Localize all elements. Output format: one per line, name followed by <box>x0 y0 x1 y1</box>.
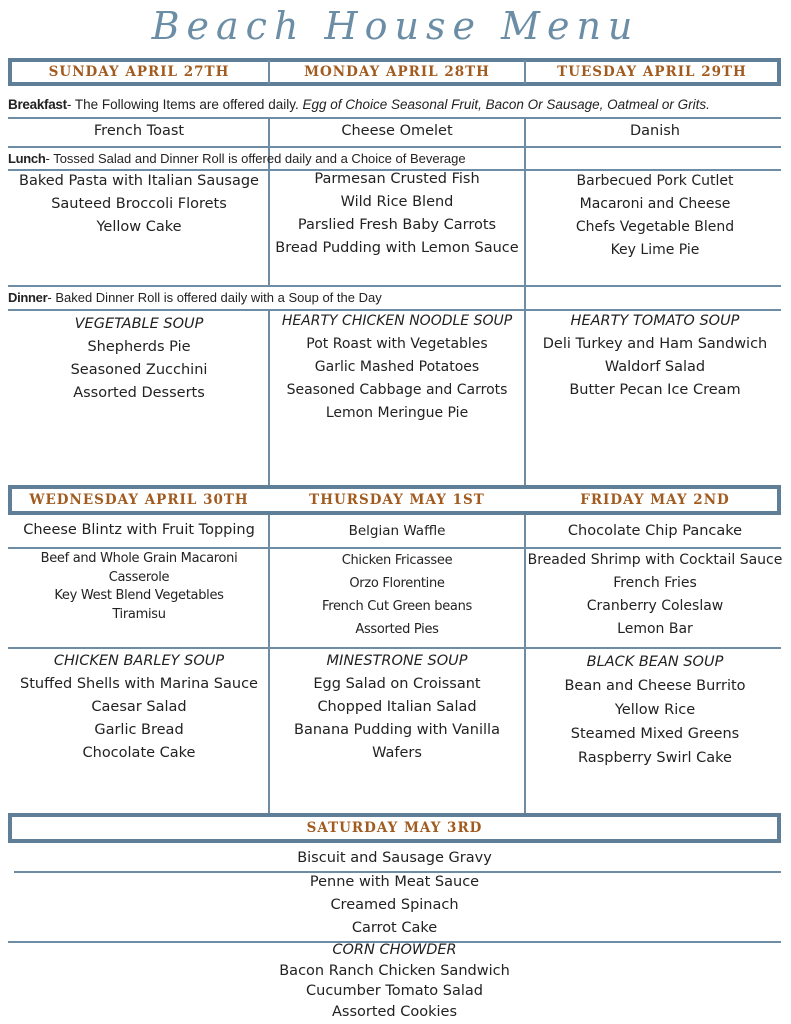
menu-item: Beef and Whole Grain Macaroni Casserole <box>40 551 238 585</box>
menu-item: Tiramisu <box>112 606 166 622</box>
lunch-saturday <box>8 871 781 940</box>
dinner-note-text: - Baked Dinner Roll is offered daily with a Soup of the Day <box>47 290 382 305</box>
menu-item: Butter Pecan Ice Cream <box>569 382 741 398</box>
menu-item: Macaroni and Cheese <box>579 196 731 212</box>
breakfast-wednesday: Cheese Blintz with Fruit Topping <box>23 522 255 538</box>
day-header-tuesday: TUESDAY APRIL 29TH <box>557 64 747 80</box>
lunch-wednesday <box>14 550 264 624</box>
breakfast-tuesday: Danish <box>629 123 680 139</box>
breakfast-friday: Chocolate Chip Pancake <box>567 523 743 539</box>
dinner-tuesday <box>526 310 784 402</box>
menu-item: Chicken Fricassee <box>341 553 453 568</box>
breakfast-daily-items: Egg of Choice Seasonal Fruit, Bacon Or Sausage, Oatmeal or Grits. <box>302 97 710 112</box>
menu-item: Egg Salad on Croissant <box>313 676 481 692</box>
lunch-note <box>8 150 466 168</box>
menu-item: Caesar Salad <box>91 699 187 715</box>
lunch-label: Lunch <box>8 151 46 166</box>
menu-item: Creamed Spinach <box>330 897 459 913</box>
menu-item: Wild Rice Blend <box>340 194 454 210</box>
dinner-monday <box>270 310 524 425</box>
menu-item: Chefs Vegetable Blend <box>575 219 735 235</box>
menu-item: Lemon Bar <box>617 621 693 637</box>
day-header-wednesday: WEDNESDAY APRIL 30TH <box>29 492 249 508</box>
lunch-tuesday <box>526 170 784 262</box>
menu-item: Orzo Florentine <box>349 576 445 591</box>
menu-item: Bread Pudding with Lemon Sauce <box>275 240 519 256</box>
menu-item: Seasoned Zucchini <box>70 362 208 378</box>
menu-item: Parmesan Crusted Fish <box>314 171 480 187</box>
menu-item: Stuffed Shells with Marina Sauce <box>20 676 258 692</box>
dinner-wednesday <box>10 650 268 765</box>
menu-item: Steamed Mixed Greens <box>570 726 740 742</box>
lunch-thursday <box>270 549 524 641</box>
day-header-sunday: SUNDAY APRIL 27TH <box>48 64 230 80</box>
soup-of-day: HEARTY TOMATO SOUP <box>570 313 740 329</box>
menu-item: Seasoned Cabbage and Carrots <box>286 382 508 398</box>
breakfast-monday: Cheese Omelet <box>341 123 453 139</box>
menu-item: Assorted Pies <box>355 622 439 637</box>
menu-item: Bacon Ranch Chicken Sandwich <box>279 962 510 979</box>
divider <box>8 146 781 148</box>
menu-item: French Cut Green beans <box>321 599 473 614</box>
dinner-note <box>8 289 382 307</box>
breakfast-thursday: Belgian Waffle <box>348 523 446 539</box>
dinner-sunday <box>10 313 268 405</box>
breakfast-sunday: French Toast <box>93 123 185 139</box>
menu-item: Key West Blend Vegetables <box>54 588 224 603</box>
menu-item: Shepherds Pie <box>87 339 191 355</box>
menu-item: Assorted Cookies <box>331 1003 458 1020</box>
menu-item: Yellow Cake <box>96 219 182 235</box>
menu-item: Raspberry Swirl Cake <box>578 750 732 766</box>
menu-item: Penne with Meat Sauce <box>309 874 480 890</box>
menu-item: Chopped Italian Salad <box>317 699 477 715</box>
breakfast-saturday: Biscuit and Sausage Gravy <box>297 850 492 866</box>
menu-item: French Fries <box>613 575 697 591</box>
soup-of-day: VEGETABLE SOUP <box>74 316 204 332</box>
menu-item: Carrot Cake <box>351 920 438 936</box>
day-header-friday: FRIDAY MAY 2ND <box>580 492 730 508</box>
menu-item: Assorted Desserts <box>73 385 205 401</box>
menu-item: Key Lime Pie <box>610 242 700 258</box>
soup-of-day: CORN CHOWDER <box>332 942 457 958</box>
dinner-thursday <box>276 650 518 765</box>
day-header-monday: MONDAY APRIL 28TH <box>304 64 490 80</box>
menu-item: Bean and Cheese Burrito <box>564 678 746 694</box>
day-header-thursday: THURSDAY MAY 1ST <box>309 492 485 508</box>
divider <box>8 647 781 649</box>
menu-item: Lemon Meringue Pie <box>325 405 469 421</box>
menu-item: Yellow Rice <box>614 702 696 718</box>
menu-item: Deli Turkey and Ham Sandwich <box>542 336 768 352</box>
breakfast-note <box>8 96 710 114</box>
menu-item: Baked Pasta with Italian Sausage <box>19 173 259 189</box>
menu-item: Waldorf Salad <box>604 359 706 375</box>
menu-item: Sauteed Broccoli Florets <box>51 196 227 212</box>
menu-item: Breaded Shrimp with Cocktail Sauce <box>527 552 783 568</box>
menu-item: Garlic Bread <box>94 722 184 738</box>
menu-title: Beach House Menu <box>151 4 640 48</box>
lunch-monday <box>270 168 524 260</box>
divider <box>8 285 781 287</box>
soup-of-day: MINESTRONE SOUP <box>326 653 468 669</box>
menu-item: Pot Roast with Vegetables <box>306 336 488 352</box>
dinner-label: Dinner <box>8 290 48 305</box>
menu-item: Cucumber Tomato Salad <box>306 983 483 999</box>
lunch-sunday <box>10 170 268 239</box>
menu-item: Garlic Mashed Potatoes <box>314 359 480 375</box>
soup-of-day: CHICKEN BARLEY SOUP <box>53 653 225 669</box>
menu-item: Barbecued Pork Cutlet <box>576 173 734 189</box>
day-header-saturday: SATURDAY MAY 3RD <box>306 820 483 836</box>
menu-item: Parslied Fresh Baby Carrots <box>297 217 497 233</box>
soup-of-day: HEARTY CHICKEN NOODLE SOUP <box>281 313 513 329</box>
menu-item: Cranberry Coleslaw <box>586 598 724 614</box>
menu-item: Banana Pudding with Vanilla Wafers <box>294 722 500 761</box>
dinner-saturday <box>8 940 781 1022</box>
soup-of-day: BLACK BEAN SOUP <box>586 654 724 670</box>
menu-item: Chocolate Cake <box>82 745 196 761</box>
lunch-note-text: - Tossed Salad and Dinner Roll is offered daily and a Choice of Beverage <box>45 151 466 166</box>
breakfast-note-text: - The Following Items are offered daily. <box>66 97 299 112</box>
divider <box>8 117 781 119</box>
dinner-friday <box>526 650 784 770</box>
breakfast-label: Breakfast <box>8 97 67 112</box>
lunch-friday <box>526 549 784 641</box>
